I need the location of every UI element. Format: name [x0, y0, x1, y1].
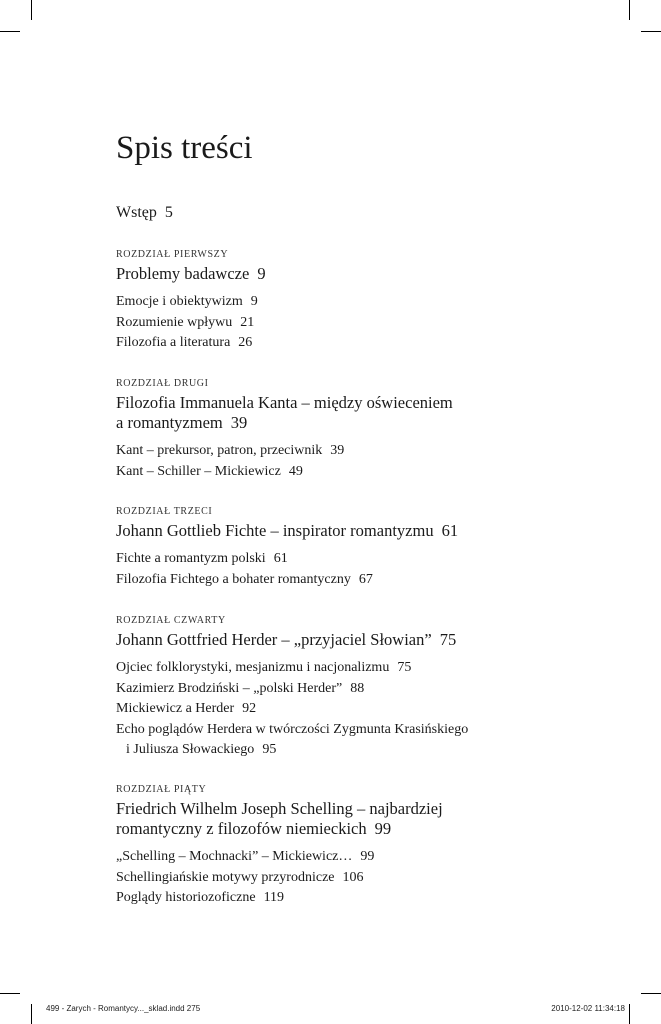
subsection-entry — [116, 313, 266, 334]
subsection-entry — [116, 292, 266, 313]
crop-mark — [641, 993, 661, 994]
subsection-page: 99 — [360, 849, 375, 864]
subsection-title: Schellingiańskie motywy przyrodnicze — [116, 869, 335, 885]
chapter-title-text: Johann Gottlieb Fichte – inspirator romantyzmu — [116, 521, 434, 540]
subsection-title: Fichte a romantyzm polski — [116, 551, 266, 566]
chapter-page: 9 — [257, 264, 266, 283]
subsection-page: 49 — [288, 463, 303, 479]
chapter-page: 99 — [374, 819, 392, 838]
subsection-entry — [116, 570, 458, 591]
subsection-page: 9 — [250, 294, 258, 309]
subsection-entry — [116, 333, 266, 354]
crop-mark — [629, 0, 630, 20]
chapter-title-text: romantyczny z filozofów niemieckich — [116, 819, 367, 838]
subsection-list — [116, 658, 468, 761]
entry-label: Wstęp — [116, 204, 157, 221]
subsection-title: Mickiewicz a Herder — [116, 701, 235, 716]
subsection-list — [116, 549, 458, 590]
subsection-page: 106 — [342, 869, 364, 885]
chapter-title-line — [116, 630, 468, 650]
subsection-title: Kant – prekursor, patron, przeciwnik — [116, 443, 323, 458]
chapter-label: ROZDZIAŁ PIERWSZY — [116, 249, 229, 260]
crop-mark — [31, 0, 32, 20]
subsection-page: 26 — [238, 335, 253, 350]
crop-mark — [0, 993, 20, 994]
subsection-page: 95 — [262, 742, 277, 757]
chapter-title — [116, 393, 453, 433]
chapter-page: 61 — [441, 521, 459, 540]
toc-entry-intro — [116, 203, 173, 223]
chapter-title-text: Friedrich Wilhelm Joseph Schelling – najbardziej — [116, 799, 443, 818]
subsection-page: 88 — [350, 680, 365, 696]
chapter-section — [116, 505, 458, 590]
chapter-title — [116, 630, 468, 650]
chapter-title-text: Filozofia Immanuela Kanta – między oświeceniem — [116, 393, 453, 412]
subsection-page: 39 — [330, 443, 345, 458]
subsection-page: 67 — [358, 571, 373, 587]
chapter-title — [116, 264, 266, 284]
page-title: Spis treści — [116, 130, 253, 166]
crop-mark — [31, 1004, 32, 1024]
chapter-title-line — [116, 413, 453, 433]
chapter-title-line — [116, 799, 443, 819]
chapter-page: 39 — [230, 413, 248, 432]
subsection-title: Emocje i obiektywizm — [116, 294, 243, 309]
subsection-entry — [116, 441, 453, 462]
subsection-title: Filozofia Fichtego a bohater romantyczny — [116, 571, 351, 587]
crop-mark — [641, 31, 661, 32]
subsection-title: „Schelling – Mochnacki” – Mickiewicz… — [116, 849, 353, 864]
subsection-entry — [116, 888, 443, 909]
subsection-entry — [116, 847, 443, 868]
print-slug-right: 2010-12-02 11:34:18 — [551, 1004, 625, 1013]
subsection-entry — [116, 720, 468, 741]
subsection-list — [116, 441, 453, 482]
chapter-label: ROZDZIAŁ CZWARTY — [116, 615, 226, 626]
chapter-title-text: a romantyzmem — [116, 413, 223, 432]
subsection-list — [116, 847, 443, 909]
subsection-entry — [116, 740, 468, 761]
subsection-page: 61 — [273, 551, 288, 566]
chapter-page: 75 — [439, 630, 457, 649]
crop-mark — [0, 31, 20, 32]
chapter-title-line — [116, 393, 453, 413]
chapter-label: ROZDZIAŁ TRZECI — [116, 506, 213, 517]
subsection-list — [116, 292, 266, 354]
subsection-page: 75 — [397, 660, 412, 675]
subsection-title: Filozofia a literatura — [116, 335, 231, 350]
chapter-title — [116, 521, 458, 541]
subsection-page: 119 — [263, 890, 285, 905]
subsection-entry — [116, 699, 468, 720]
chapter-title-text: Johann Gottfried Herder – „przyjaciel Słowian” — [116, 630, 432, 649]
subsection-title: i Juliusza Słowackiego — [126, 742, 255, 757]
subsection-entry — [116, 462, 453, 483]
subsection-title: Kant – Schiller – Mickiewicz — [116, 463, 281, 479]
subsection-page: 92 — [242, 701, 257, 716]
subsection-title: Ojciec folklorystyki, mesjanizmu i nacjonalizmu — [116, 660, 390, 675]
subsection-entry — [116, 658, 468, 679]
subsection-entry — [116, 868, 443, 889]
crop-mark — [629, 1004, 630, 1024]
chapter-section — [116, 783, 443, 909]
subsection-title: Poglądy historiozoficzne — [116, 890, 256, 905]
subsection-entry — [116, 679, 468, 700]
subsection-page: 21 — [240, 314, 255, 330]
subsection-entry — [116, 549, 458, 570]
chapter-section — [116, 248, 266, 354]
chapter-section — [116, 377, 453, 482]
subsection-title: Echo poglądów Herdera w twórczości Zygmunta Krasińskiego — [116, 721, 469, 737]
entry-page: 5 — [164, 204, 173, 221]
chapter-title-line — [116, 819, 443, 839]
chapter-title — [116, 799, 443, 839]
chapter-title-line — [116, 521, 458, 541]
chapter-label: ROZDZIAŁ PIĄTY — [116, 784, 207, 795]
subsection-title: Kazimierz Brodziński – „polski Herder” — [116, 680, 343, 696]
chapter-label: ROZDZIAŁ DRUGI — [116, 378, 209, 389]
chapter-section — [116, 614, 468, 761]
chapter-title-line — [116, 264, 266, 284]
print-slug-left: 499 - Zarych - Romantycy..._sklad.indd 275 — [46, 1004, 201, 1013]
subsection-title: Rozumienie wpływu — [116, 314, 233, 330]
chapter-title-text: Problemy badawcze — [116, 264, 250, 283]
